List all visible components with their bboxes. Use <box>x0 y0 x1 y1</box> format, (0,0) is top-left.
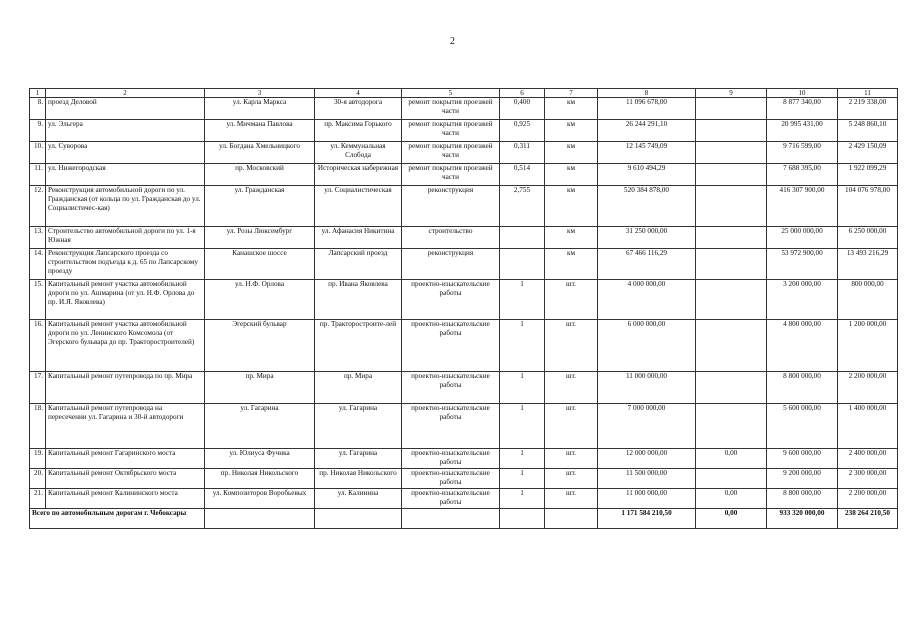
col10-value: 8 800 000,00 <box>767 372 838 404</box>
road-name: Капитальный ремонт Гагаринского моста <box>46 449 205 469</box>
col9-value <box>696 469 767 489</box>
road-name: Капитальный ремонт участка автомобильной дороги по ул. Ашмарина (от ул. Н.Ф. Орлова до пр. И.Я. Яковлева) <box>46 280 205 320</box>
column-number-1: 1 <box>30 89 46 98</box>
col10-value: 7 688 395,00 <box>767 164 838 186</box>
column-number-11: 11 <box>838 89 898 98</box>
total-label: Всего по автомобильным дорогам г. Чебоксары <box>30 509 205 529</box>
from-point: ул. Мичмана Павлова <box>205 120 315 142</box>
column-number-4: 4 <box>315 89 402 98</box>
row-number: 8. <box>30 98 46 120</box>
column-number-6: 6 <box>500 89 545 98</box>
total-cost: 6 000 000,00 <box>598 320 696 372</box>
column-number-9: 9 <box>696 89 767 98</box>
to-point: пр. Мира <box>315 372 402 404</box>
from-point: ул. Н.Ф. Орлова <box>205 280 315 320</box>
roads-table <box>29 88 898 529</box>
row-number: 13. <box>30 227 46 249</box>
from-point: пр. Мира <box>205 372 315 404</box>
quantity: 2,755 <box>500 186 545 227</box>
col9-value <box>696 142 767 164</box>
col11-value: 5 248 860,10 <box>838 120 898 142</box>
table-row <box>30 404 898 449</box>
work-type: проектно-изыскательские работы <box>402 280 500 320</box>
work-type: проектно-изыскательские работы <box>402 489 500 509</box>
col11-value: 104 076 978,00 <box>838 186 898 227</box>
from-point: ул. Карла Маркса <box>205 98 315 120</box>
quantity: 1 <box>500 489 545 509</box>
from-point: ул. Юлиуса Фучика <box>205 449 315 469</box>
from-point: пр. Московский <box>205 164 315 186</box>
from-point: Канашское шоссе <box>205 249 315 280</box>
road-name: Капитальный ремонт путепровода на пересечении ул. Гагарина и 30-й автодороги <box>46 404 205 449</box>
to-point: пр. Николая Никольского <box>315 469 402 489</box>
unit: км <box>545 227 598 249</box>
from-point: ул. Гагарина <box>205 404 315 449</box>
work-type: реконструкция <box>402 249 500 280</box>
work-type: ремонт покрытия проезжей части <box>402 98 500 120</box>
unit: км <box>545 142 598 164</box>
quantity: 0,311 <box>500 142 545 164</box>
total-cost: 9 610 494,29 <box>598 164 696 186</box>
col9-value <box>696 249 767 280</box>
to-point: ул. Кеммунальная Слобода <box>315 142 402 164</box>
col10-value: 20 995 431,00 <box>767 120 838 142</box>
quantity <box>500 249 545 280</box>
row-number: 17. <box>30 372 46 404</box>
table-row <box>30 372 898 404</box>
total-cost: 26 244 291,10 <box>598 120 696 142</box>
col9-value <box>696 120 767 142</box>
total-c10: 933 320 000,00 <box>767 509 838 529</box>
total-cost: 11 000 000,00 <box>598 372 696 404</box>
table-row <box>30 186 898 227</box>
total-empty-cell <box>545 509 598 529</box>
col10-value: 5 600 000,00 <box>767 404 838 449</box>
unit: шт. <box>545 280 598 320</box>
column-number-5: 5 <box>402 89 500 98</box>
to-point: ул. Гагарина <box>315 404 402 449</box>
work-type: ремонт покрытия проезжей части <box>402 164 500 186</box>
from-point: ул. Богдана Хмельницкого <box>205 142 315 164</box>
column-number-row <box>30 89 898 98</box>
to-point: Историческая набережная <box>315 164 402 186</box>
quantity: 1 <box>500 404 545 449</box>
table-row <box>30 469 898 489</box>
col10-value: 53 972 900,00 <box>767 249 838 280</box>
work-type: ремонт покрытия проезжей части <box>402 142 500 164</box>
row-number: 21. <box>30 489 46 509</box>
total-cost: 520 384 878,00 <box>598 186 696 227</box>
col10-value: 416 307 900,00 <box>767 186 838 227</box>
col10-value: 8 800 000,00 <box>767 489 838 509</box>
table-row <box>30 249 898 280</box>
work-type: проектно-изыскательские работы <box>402 372 500 404</box>
col10-value: 25 000 000,00 <box>767 227 838 249</box>
work-type: проектно-изыскательские работы <box>402 404 500 449</box>
col11-value: 1 922 099,29 <box>838 164 898 186</box>
work-type: проектно-изыскательские работы <box>402 320 500 372</box>
table-row <box>30 164 898 186</box>
from-point: ул. Композиторов Воробьевых <box>205 489 315 509</box>
col9-value <box>696 186 767 227</box>
from-point: ул. Розы Люксембург <box>205 227 315 249</box>
unit: шт. <box>545 320 598 372</box>
total-empty-cell <box>500 509 545 529</box>
quantity: 1 <box>500 469 545 489</box>
road-name: ул. Нижегородская <box>46 164 205 186</box>
row-number: 10. <box>30 142 46 164</box>
quantity <box>500 227 545 249</box>
from-point: пр. Николая Никольского <box>205 469 315 489</box>
from-point: ул. Гражданская <box>205 186 315 227</box>
to-point: 30-я автодорога <box>315 98 402 120</box>
total-cost: 12 000 000,00 <box>598 449 696 469</box>
column-number-8: 8 <box>598 89 696 98</box>
to-point: пр. Максима Горького <box>315 120 402 142</box>
col9-value <box>696 98 767 120</box>
unit: шт. <box>545 469 598 489</box>
col11-value: 2 219 338,00 <box>838 98 898 120</box>
col9-value <box>696 227 767 249</box>
unit: км <box>545 164 598 186</box>
to-point: Лапсарский проезд <box>315 249 402 280</box>
quantity: 1 <box>500 320 545 372</box>
quantity: 0,514 <box>500 164 545 186</box>
column-number-3: 3 <box>205 89 315 98</box>
page-number: 2 <box>450 36 455 47</box>
unit: км <box>545 98 598 120</box>
to-point: ул. Социалистическая <box>315 186 402 227</box>
col11-value: 2 300 000,00 <box>838 469 898 489</box>
col11-value: 2 400 000,00 <box>838 449 898 469</box>
row-number: 9. <box>30 120 46 142</box>
table-body <box>30 89 898 529</box>
col11-value: 2 200 000,00 <box>838 372 898 404</box>
col11-value: 1 400 000,00 <box>838 404 898 449</box>
unit: км <box>545 120 598 142</box>
col10-value: 9 716 599,00 <box>767 142 838 164</box>
unit: км <box>545 186 598 227</box>
col9-value <box>696 280 767 320</box>
total-cost: 12 145 749,09 <box>598 142 696 164</box>
col11-value: 1 200 000,00 <box>838 320 898 372</box>
col10-value: 8 877 340,00 <box>767 98 838 120</box>
quantity: 0,925 <box>500 120 545 142</box>
quantity: 1 <box>500 280 545 320</box>
unit: шт. <box>545 489 598 509</box>
table-row <box>30 98 898 120</box>
unit: шт. <box>545 449 598 469</box>
col9-value: 0,00 <box>696 489 767 509</box>
total-cost: 7 000 000,00 <box>598 404 696 449</box>
total-cost: 31 250 000,00 <box>598 227 696 249</box>
col9-value <box>696 404 767 449</box>
quantity: 1 <box>500 449 545 469</box>
col9-value <box>696 164 767 186</box>
col9-value: 0,00 <box>696 449 767 469</box>
road-name: Капитальный ремонт участка автомобильной дороги по ул. Ленинского Комсомола (от Эгерского бульвара до пр. Тракторостроителей) <box>46 320 205 372</box>
row-number: 11. <box>30 164 46 186</box>
total-empty-cell <box>402 509 500 529</box>
col11-value: 6 250 000,00 <box>838 227 898 249</box>
work-type: строительство <box>402 227 500 249</box>
road-name: Реконструкция автомобильной дороги по ул. Гражданская (от кольца по ул. Гражданская до ул. Социалистичес-кая) <box>46 186 205 227</box>
col11-value: 13 493 216,29 <box>838 249 898 280</box>
table-row <box>30 320 898 372</box>
table-row <box>30 449 898 469</box>
total-c11: 238 264 210,50 <box>838 509 898 529</box>
row-number: 20. <box>30 469 46 489</box>
road-name: проезд Деловой <box>46 98 205 120</box>
total-empty-cell <box>205 509 315 529</box>
quantity: 0,400 <box>500 98 545 120</box>
table-row <box>30 280 898 320</box>
road-name: Строительство автомобильной дороги по ул. 1-я Южная <box>46 227 205 249</box>
column-number-2: 2 <box>46 89 205 98</box>
road-name: Капитальный ремонт путепровода по пр. Мира <box>46 372 205 404</box>
work-type: реконструкция <box>402 186 500 227</box>
to-point: ул. Гагарина <box>315 449 402 469</box>
col9-value <box>696 320 767 372</box>
row-number: 12. <box>30 186 46 227</box>
to-point: пр. Тракторостроите-лей <box>315 320 402 372</box>
to-point: пр. Ивана Яковлева <box>315 280 402 320</box>
to-point: ул. Калинина <box>315 489 402 509</box>
row-number: 19. <box>30 449 46 469</box>
to-point: ул. Афанасия Никитина <box>315 227 402 249</box>
col10-value: 9 200 000,00 <box>767 469 838 489</box>
column-number-7: 7 <box>545 89 598 98</box>
row-number: 16. <box>30 320 46 372</box>
road-name: ул. Эльгера <box>46 120 205 142</box>
road-name: Реконструкция Лапсарского проезда со строительством подъезда к д. 65 по Лапсарскому проезду <box>46 249 205 280</box>
quantity: 1 <box>500 372 545 404</box>
total-c9: 0,00 <box>696 509 767 529</box>
total-c8: 1 171 584 210,50 <box>598 509 696 529</box>
table-row <box>30 489 898 509</box>
work-type: проектно-изыскательские работы <box>402 469 500 489</box>
col9-value <box>696 372 767 404</box>
unit: шт. <box>545 404 598 449</box>
total-cost: 11 000 000,00 <box>598 489 696 509</box>
row-number: 18. <box>30 404 46 449</box>
total-cost: 11 096 678,00 <box>598 98 696 120</box>
total-cost: 11 500 000,00 <box>598 469 696 489</box>
total-cost: 67 466 116,29 <box>598 249 696 280</box>
unit: км <box>545 249 598 280</box>
work-type: проектно-изыскательские работы <box>402 449 500 469</box>
work-type: ремонт покрытия проезжей части <box>402 120 500 142</box>
road-name: Капитальный ремонт Октябрьского моста <box>46 469 205 489</box>
table-row <box>30 142 898 164</box>
col10-value: 3 200 000,00 <box>767 280 838 320</box>
col11-value: 2 200 000,00 <box>838 489 898 509</box>
col10-value: 9 600 000,00 <box>767 449 838 469</box>
total-cost: 4 000 000,00 <box>598 280 696 320</box>
unit: шт. <box>545 372 598 404</box>
from-point: Эгерский бульвар <box>205 320 315 372</box>
row-number: 14. <box>30 249 46 280</box>
table-row <box>30 120 898 142</box>
col10-value: 4 800 000,00 <box>767 320 838 372</box>
road-name: ул. Суворова <box>46 142 205 164</box>
total-row <box>30 509 898 529</box>
road-name: Капитальный ремонт Калининского моста <box>46 489 205 509</box>
col11-value: 2 429 150,09 <box>838 142 898 164</box>
col11-value: 800 000,00 <box>838 280 898 320</box>
row-number: 15. <box>30 280 46 320</box>
table-row <box>30 227 898 249</box>
total-empty-cell <box>315 509 402 529</box>
column-number-10: 10 <box>767 89 838 98</box>
